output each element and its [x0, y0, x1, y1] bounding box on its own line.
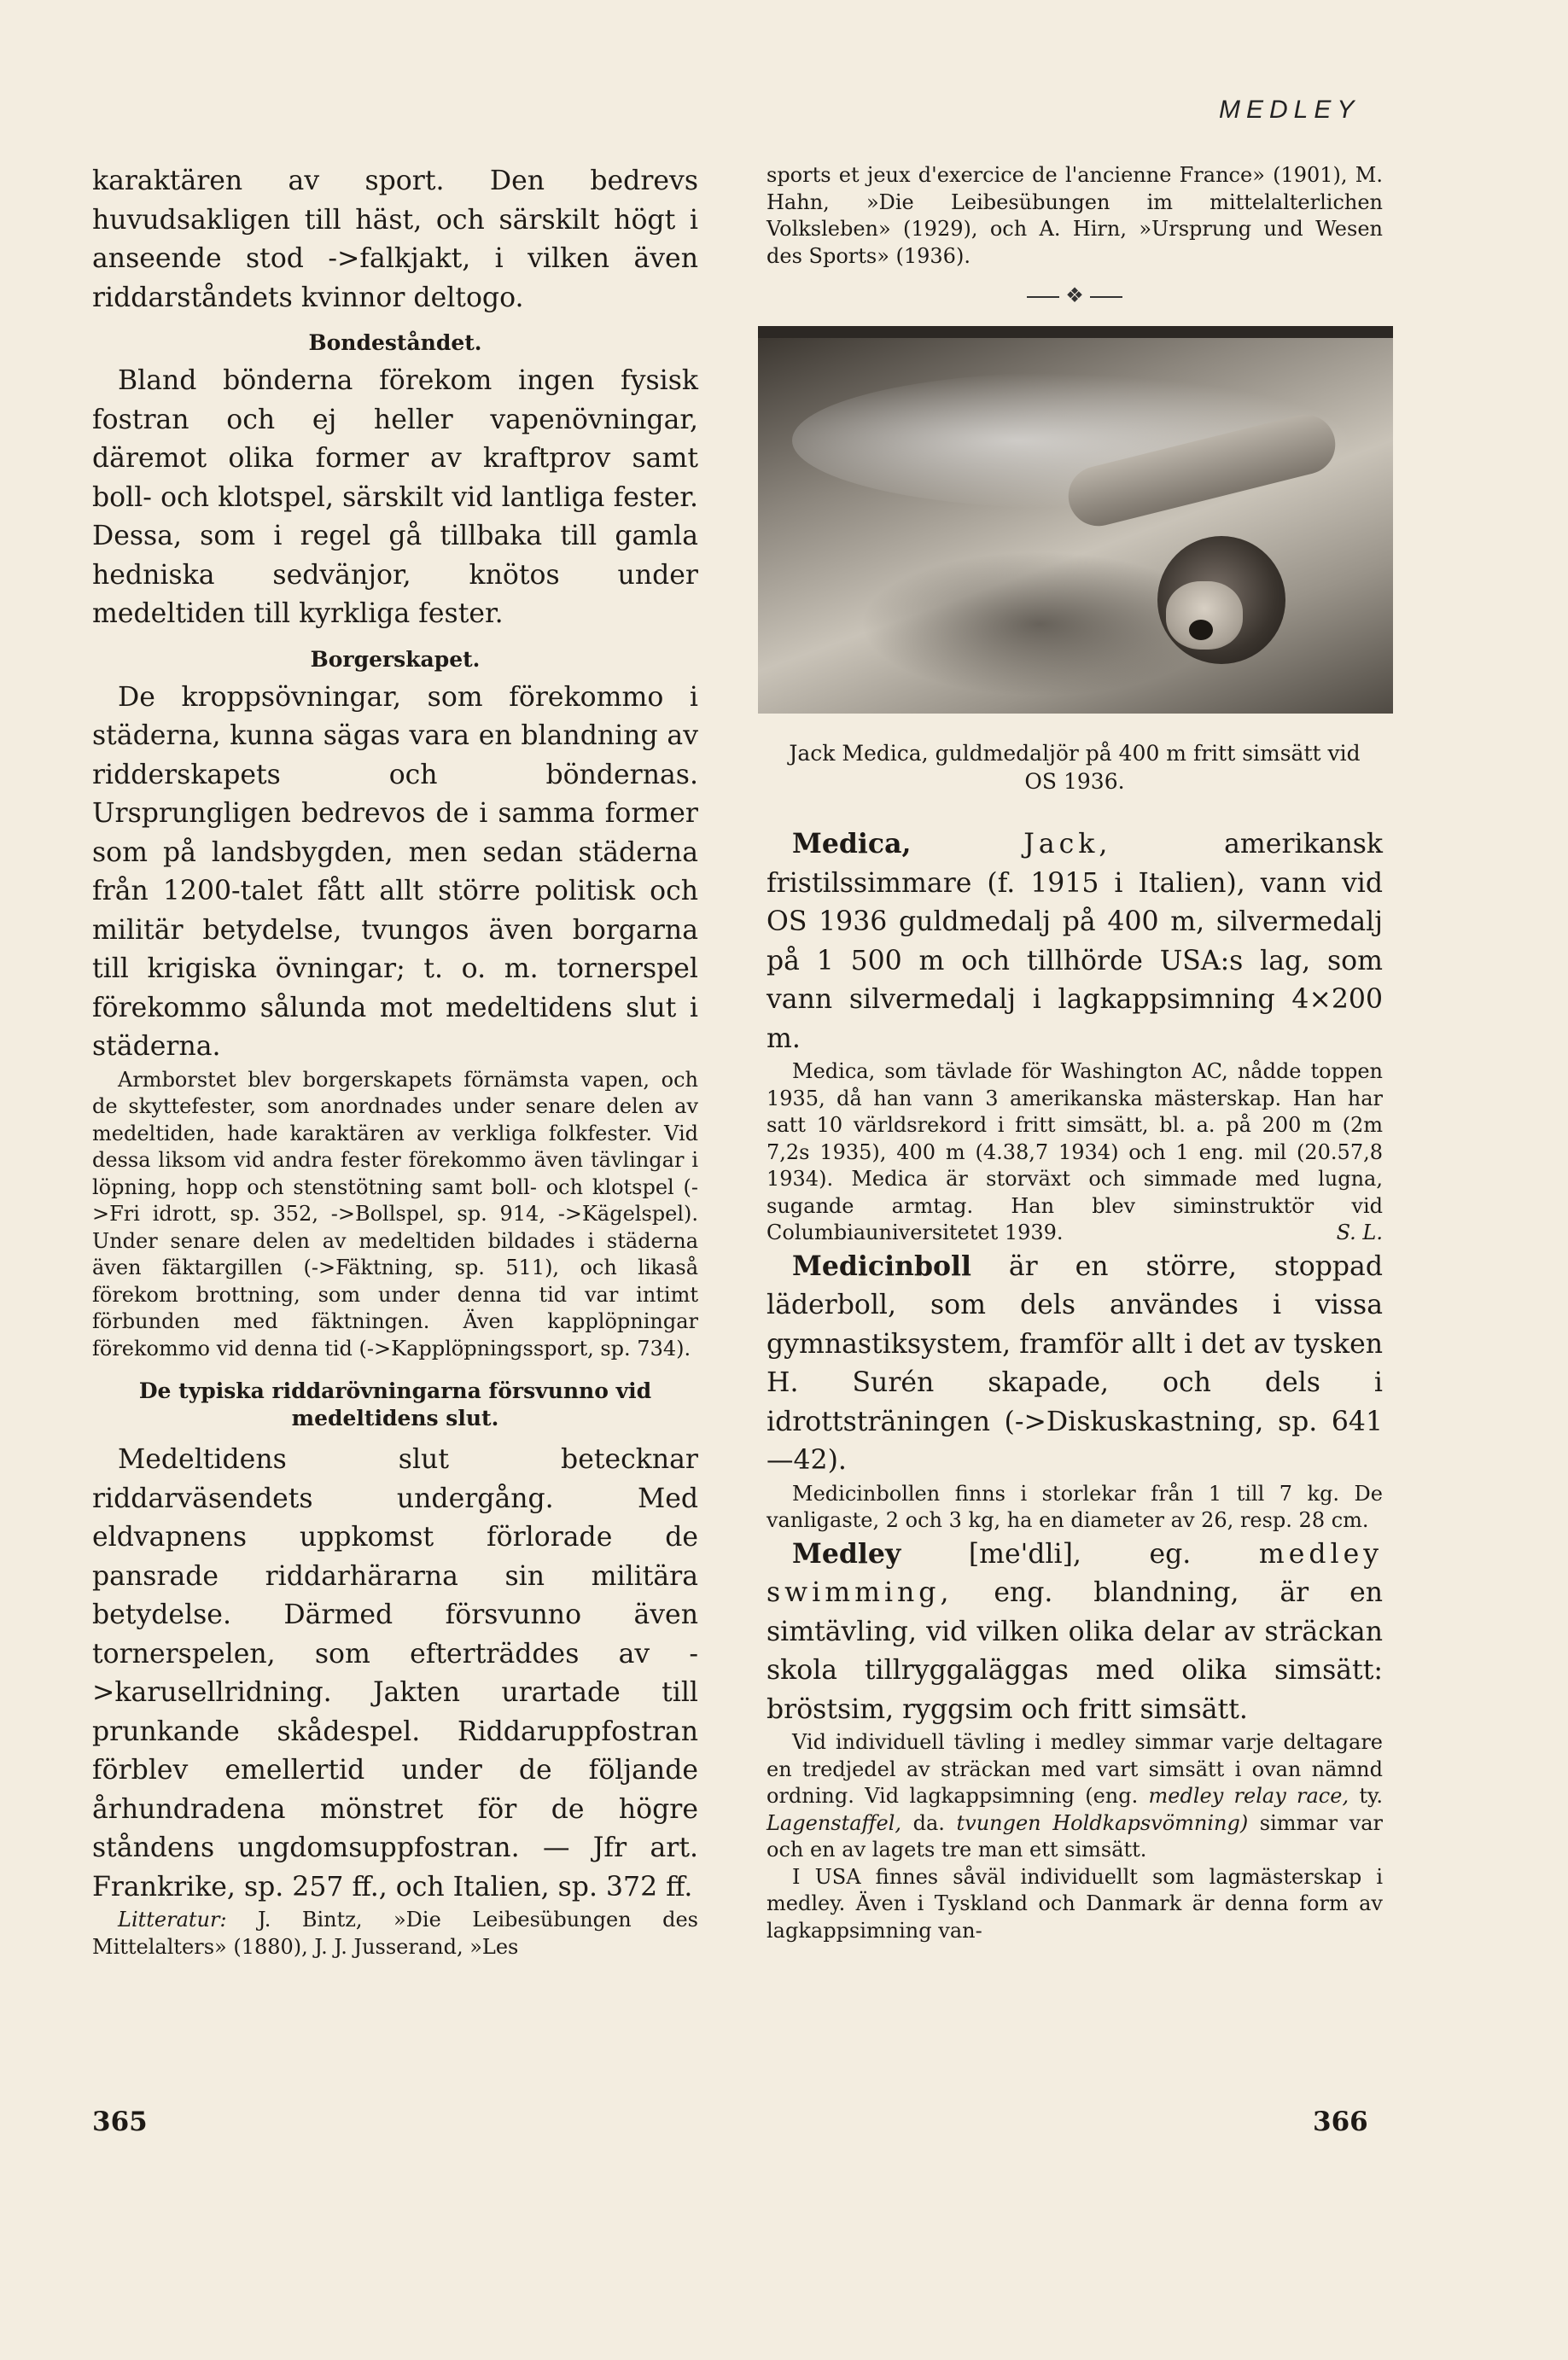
literature-text: J. Bintz, »Die Leibesübungen des Mittelalters» (1880), J. J. Jusserand, »Les	[92, 1908, 698, 1959]
section-heading: Borgerskapet.	[310, 646, 481, 672]
literature-label: Litteratur:	[118, 1908, 227, 1932]
term-italic: tvungen Holdkapsvömning)	[956, 1810, 1249, 1835]
text-run: ty.	[1359, 1784, 1383, 1808]
page-number-left: 365	[92, 2107, 148, 2137]
small-paragraph	[767, 1058, 1383, 1247]
headword: Medley	[792, 1537, 901, 1570]
small-paragraph	[767, 1729, 1383, 1864]
running-head: MEDLEY	[1219, 96, 1361, 124]
section-heading: Bondeståndet.	[308, 330, 482, 355]
page-number-right: 366	[1313, 2107, 1368, 2137]
text-run: da.	[912, 1810, 945, 1835]
entry-text: eng. blandning, är en simtävling, vid vilken olika delar av sträckan skola tillryggaläggas med olika simsätt: bröstsim, ryggsim och fritt simsätt.	[767, 1577, 1383, 1725]
paragraph: karaktären av sport. Den bedrevs huvudsakligen till häst, och särskilt högt i anseende stod ->falkjakt, i vilken även riddarståndets kvinnor deltogo.	[92, 166, 698, 313]
headword: Medicinboll	[792, 1250, 971, 1282]
photo-mouth	[1189, 620, 1213, 640]
ornament	[767, 283, 1383, 307]
swimmer-photo	[758, 326, 1393, 714]
right-column	[767, 162, 1383, 1944]
signature: S. L.	[1336, 1221, 1383, 1244]
term-italic: medley relay race,	[1148, 1784, 1349, 1808]
term: medley swimming,	[767, 1538, 1384, 1608]
entry-text: är en större, stoppad läderboll, som dels användes i vissa gymnastiksystem, framför allt i det av tysken H. Surén skapade, och dels i idrottsträningen (->Diskuskastning, sp. 641—42).	[767, 1250, 1383, 1476]
entry-text: amerikansk fristilssimmare (f. 1915 i Italien), vann vid OS 1936 guldmedalj på 400 m, silvermedalj på 1 500 m och tillhörde USA:s lag, som vann silvermedalj i lagkappsimning 4×200 m.	[767, 829, 1383, 1054]
first-name: Jack,	[1023, 829, 1112, 860]
term-italic: Lagenstaffel,	[767, 1810, 902, 1835]
entry-medley	[767, 1535, 1383, 1730]
small-paragraph: Medicinbollen finns i storlekar från 1 till 7 kg. De vanligaste, 2 och 3 kg, ha en diameter av 26, resp. 28 cm.	[767, 1481, 1383, 1532]
text-run: simmar var och en av lagets tre man ett simsätt.	[767, 1810, 1383, 1862]
ornament-rule	[1090, 296, 1122, 298]
pronunciation: [me'dli],	[968, 1538, 1081, 1570]
ornament-rule	[1027, 296, 1059, 298]
paragraph: Bland bönderna förekom ingen fysisk fostran och ej heller vapenövningar, däremot olika former av kraftprov samt boll- och klotspel, särskilt vid lantliga fester. Dessa, som i regel gå tillbaka till gamla hedniska sedvänjor, knötos under medeltiden till kyrkliga fester.	[92, 365, 698, 629]
left-column	[92, 162, 698, 1961]
section-heading: De typiska riddarövningarna försvunno vid medeltidens slut.	[138, 1378, 652, 1431]
small-paragraph: Armborstet blev borgerskapets förnämsta vapen, och de skyttefester, som anordnades under senare delen av medeltiden, hade karaktären av verkliga folkfester. Vid dessa liksom vid andra fester förekommo även tävlingar i löpning, hopp och stenstötning samt boll- och klotspel (->Fri idrott, sp. 352, ->Bollspel, sp. 914, ->Kägelspel). Under senare delen av medeltiden bildades i städerna även fäktargillen (->Fäktning, sp. 511), och likaså förekom brottning, som under denna tid var intimt förbunden med fäktningen. Även kapplöpningar förekommo vid denna tid (->Kapplöpningssport, sp. 734).	[92, 1067, 698, 1361]
small-paragraph: I USA finnes såväl individuellt som lagmästerskap i medley. Även i Tyskland och Danmark är denna form av lagkappsimning van-	[767, 1864, 1383, 1943]
photo-caption: Jack Medica, guldmedaljör på 400 m fritt simsätt vid OS 1936.	[789, 741, 1361, 794]
diamond-ornament-icon: ❖	[1065, 283, 1084, 307]
entry-detail: Medica, som tävlade för Washington AC, nådde toppen 1935, då han vann 3 amerikanska mästerskap. Han har satt 10 världsrekord i fritt simsätt, bl. a. på 200 m (2m 7,2s 1935), 400 m (4.38,7 1934) och 1 eng. mil (20.57,8 1934). Medica är storväxt och simmade med lugna, sugande armtag. Han blev siminstruktör vid Columbiauniversitetet 1939.	[767, 1059, 1383, 1244]
entry-medica	[767, 825, 1383, 1058]
paragraph: Medeltidens slut betecknar riddarväsendets undergång. Med eldvapnens uppkomst förlorade de pansrade riddarhärarna sin militära betydelse. Därmed försvunno även tornerspelen, som efterträddes av ->karusellridning. Jakten urartade till prunkande skådespel. Riddaruppfostran förblev emellertid under de följande århundradena mönstret för de högre ståndens ungdomsuppfostran. — Jfr art. Frankrike, sp. 257 ff., och Italien, sp. 372 ff.	[92, 1444, 698, 1903]
text-run: Vid individuell tävling i medley simmar varje deltagare en tredjedel av sträckan med vart simsätt i ovan nämnd ordning. Vid lagkappsimning (eng.	[767, 1730, 1383, 1808]
literature-continued: sports et jeux d'exercice de l'ancienne France» (1901), M. Hahn, »Die Leibesübungen im mittelalterlichen Volksleben» (1929), och A. Hirn, »Ursprung und Wesen des Sports» (1936).	[767, 163, 1383, 268]
literature-note	[92, 1907, 698, 1961]
abbreviation: eg.	[1149, 1538, 1192, 1570]
headword: Medica,	[792, 828, 912, 860]
paragraph: De kroppsövningar, som förekommo i städerna, kunna sägas vara en blandning av ridderskapets och böndernas. Ursprungligen bedrevos de i samma former som på landsbygden, men sedan städerna från 1200-talet fått allt större politisk och militär betydelse, tvungos även borgarna till krigiska övningar; t. o. m. tornerspel förekommo sålunda mot medeltidens slut i städerna.	[92, 681, 698, 1062]
entry-medicinboll	[767, 1247, 1383, 1481]
